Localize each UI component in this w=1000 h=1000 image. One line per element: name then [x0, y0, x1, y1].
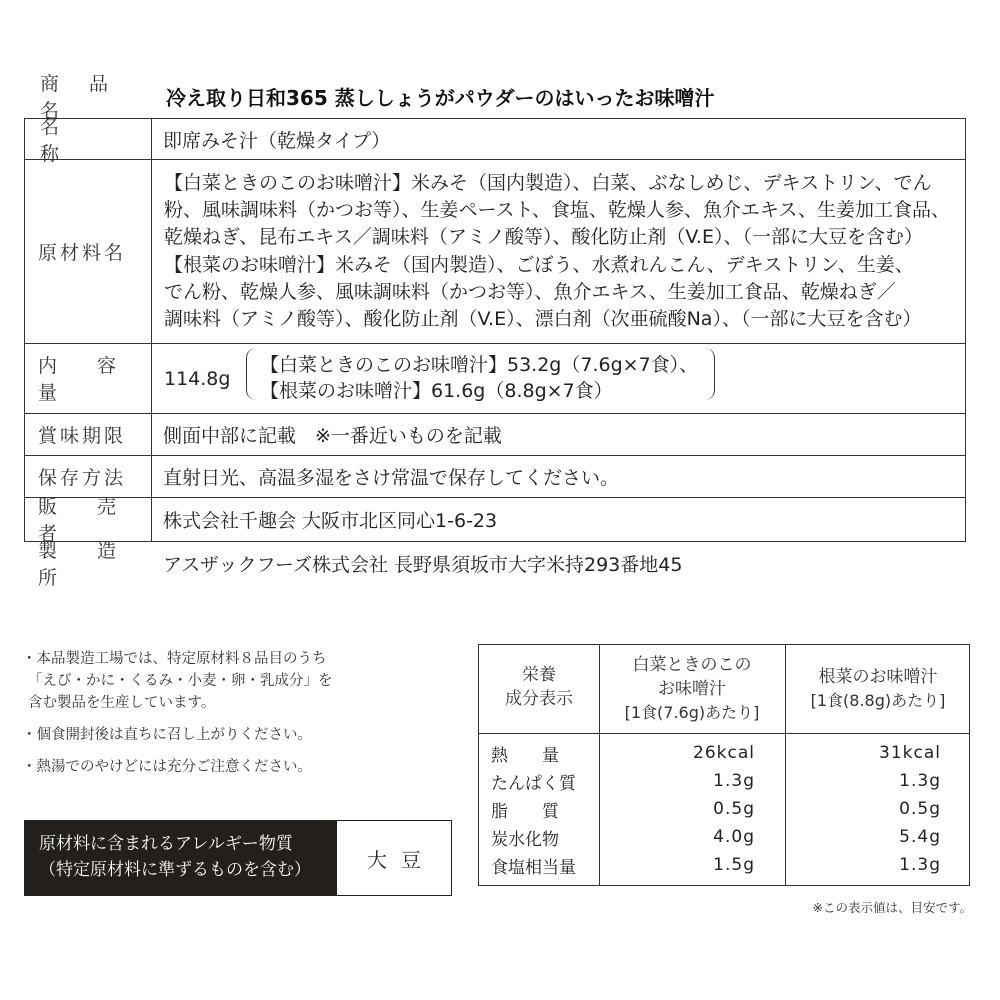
- nutrient-name: たんぱく質: [491, 773, 576, 794]
- nutrition-row: [479, 767, 969, 795]
- expiry-row: [24, 414, 966, 454]
- ingredients-label: 原材料名: [38, 241, 127, 264]
- content-line-1: 【白菜ときのこのお味噌汁】53.2g（7.6g×7食）、: [260, 354, 699, 376]
- manufacturer-row: [24, 540, 966, 589]
- ingredients-line: 乾燥ねぎ、昆布エキス／調味料（アミノ酸等）、酸化防止剤（V.E）、（一部に大豆を含む）: [164, 226, 923, 249]
- nutrient-value-hakusai: 1.5g: [713, 855, 755, 875]
- nutrition-col-konsai-header: 根菜のお味噌汁 [1食(8.8g)あたり]: [810, 667, 946, 710]
- storage-row: [24, 456, 966, 496]
- nutrient-name: 炭水化物: [491, 829, 559, 850]
- nutrient-name: 熱 量: [491, 745, 559, 766]
- note-item: [22, 724, 333, 746]
- content-line-2: 【根菜のお味噌汁】61.6g（8.8g×7食）: [260, 380, 613, 402]
- note-line: ・個食開封後は直ちに召し上がりください。: [22, 727, 312, 743]
- category-label: 名 称: [40, 116, 110, 165]
- ingredients-line: 粉、風味調味料（かつお等）、生姜ペースト、食塩、乾燥人参、魚介エキス、生姜加工食品、: [164, 199, 951, 222]
- paren-left: [246, 348, 259, 400]
- category-value: 即席みそ汁（乾燥タイプ）: [163, 129, 391, 152]
- nutrition-footnote: ※この表示値は、目安です。: [812, 900, 972, 915]
- ingredients-line: 【根菜のお味噌汁】米みそ（国内製造）、ごぼう、水煮れんこん、デキストリン、生姜、: [164, 253, 914, 276]
- nutrient-value-hakusai: 4.0g: [713, 827, 755, 847]
- seller-row: [24, 496, 966, 545]
- nutrient-value-konsai: 1.3g: [899, 771, 941, 791]
- allergen-label-line: （特定原材料に準ずるものを含む）: [39, 860, 311, 880]
- nutrient-value-konsai: 31kcal: [879, 743, 941, 763]
- seller-label: 販 売 者: [38, 496, 134, 545]
- nutrient-value-hakusai: 26kcal: [693, 743, 755, 763]
- allergen-label: [25, 821, 337, 895]
- ingredients-text: [164, 170, 964, 333]
- nutrient-name: 脂 質: [491, 801, 559, 822]
- allergen-label-line: 原材料に含まれるアレルギー物質: [39, 834, 293, 854]
- content-total: 114.8g: [164, 368, 231, 390]
- nutrition-row: [479, 795, 969, 823]
- nutrient-value-hakusai: 0.5g: [713, 799, 755, 819]
- nutrient-name: 食塩相当量: [491, 857, 576, 878]
- note-item: [22, 756, 333, 778]
- ingredients-line: 【白菜ときのこのお味噌汁】米みそ（国内製造）、白菜、ぶなしめじ、デキストリン、でん: [164, 172, 932, 194]
- storage-value: 直射日光、高温多湿をさけ常温で保存してください。: [163, 466, 620, 489]
- nutrient-value-konsai: 0.5g: [899, 799, 941, 819]
- product-name-value: 冷え取り日和365 蒸ししょうがパウダーのはいったお味噌汁: [166, 85, 715, 110]
- paren-right: [702, 348, 715, 400]
- nutrient-value-konsai: 1.3g: [899, 855, 941, 875]
- note-line: ・本品製造工場では、特定原材料８品目のうち: [22, 651, 327, 667]
- content-breakdown: [260, 352, 698, 404]
- manufacturer-label: 製 造 所: [38, 540, 134, 589]
- nutrition-row: [479, 823, 969, 851]
- note-line: 含む製品を生産しています。: [28, 695, 216, 711]
- notes: [22, 648, 333, 788]
- allergen-value: 大豆: [367, 847, 435, 872]
- note-item: [22, 648, 333, 714]
- seller-value: 株式会社千趣会 大阪市北区同心1-6-23: [163, 509, 498, 532]
- product-name-row: [24, 73, 966, 122]
- note-line: 「えび・かに・くるみ・小麦・卵・乳成分」を: [28, 673, 333, 689]
- nutrition-row: [479, 851, 969, 879]
- content-label: 内 容 量: [38, 355, 134, 404]
- nutrient-value-konsai: 5.4g: [899, 827, 941, 847]
- ingredients-line: でん粉、乾燥人参、風味調味料（かつお等）、魚介エキス、生姜加工食品、乾燥ねぎ／: [164, 280, 896, 303]
- nutrition-row: [479, 739, 969, 767]
- allergen-box: [24, 820, 452, 896]
- nutrition-table: [478, 644, 970, 886]
- expiry-value: 側面中部に記載 ※一番近いものを記載: [163, 424, 502, 447]
- nutrient-value-hakusai: 1.3g: [713, 771, 755, 791]
- expiry-label: 賞味期限: [38, 424, 127, 447]
- manufacturer-value: アスザックフーズ株式会社 長野県須坂市大字米持293番地45: [163, 553, 683, 576]
- ingredients-line: 調味料（アミノ酸等）、酸化防止剤（V.E）、漂白剤（次亜硫酸Na）、（一部に大豆を含む）: [164, 308, 922, 331]
- product-name-label: 商 品 名: [40, 73, 121, 122]
- note-line: ・熱湯でのやけどには充分ご注意ください。: [22, 759, 312, 775]
- nutrition-title: 栄養 成分表示: [505, 665, 573, 709]
- storage-label: 保存方法: [38, 466, 127, 489]
- nutrition-col-hakusai-header: 白菜ときのこの お味噌汁 [1食(7.6g)あたり]: [624, 655, 760, 722]
- category-row: [24, 116, 966, 165]
